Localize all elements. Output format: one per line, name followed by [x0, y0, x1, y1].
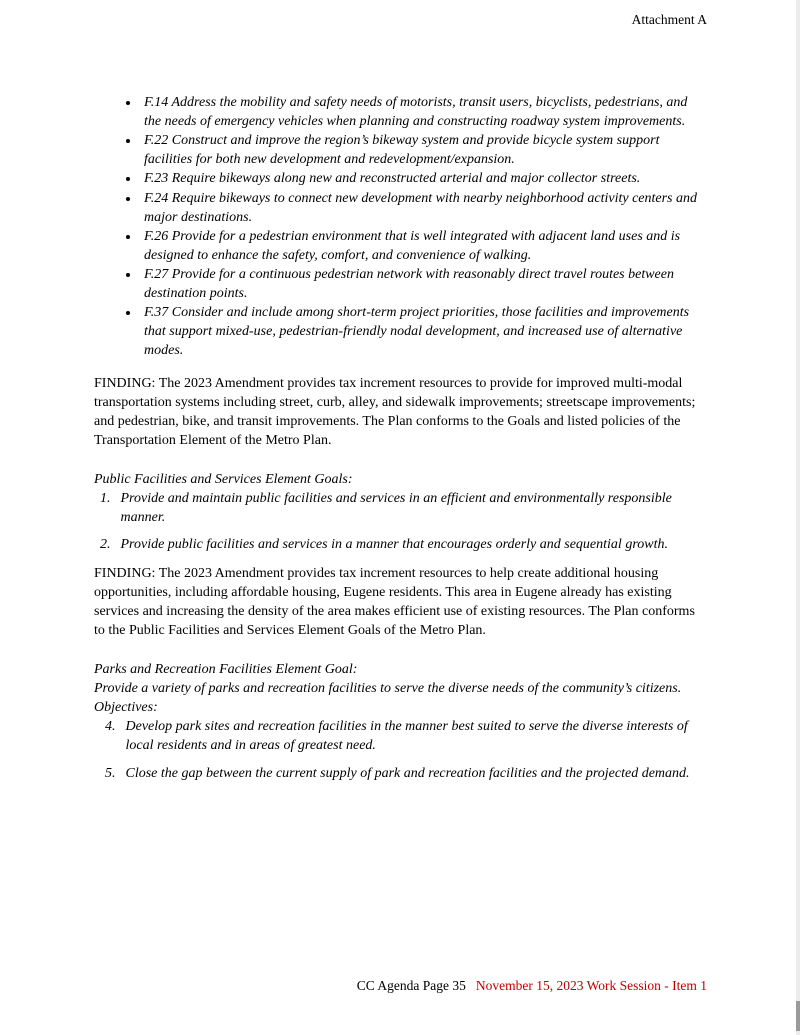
page-number-label: CC Agenda Page 35: [356, 978, 466, 993]
objective-number: 4.: [105, 719, 116, 735]
policy-item-f24: • F.24 Require bikeways to connect new development with nearby neighborhood activity centers and major destinations.: [140, 189, 707, 227]
objective-item-5: [105, 764, 707, 783]
parks-heading: Parks and Recreation Facilities Element Goal:: [94, 662, 358, 678]
document-content: [0, 93, 800, 783]
policy-item-f37: • F.37 Consider and include among short-term project priorities, those facilities and improvements that support mixed-use, pedestrian-friendly nodal development, and increased use of alternative modes.: [140, 303, 707, 360]
goal-text: Provide public facilities and services in a manner that encourages orderly and sequential growth.: [120, 537, 668, 553]
objective-number: 5.: [105, 766, 116, 782]
parks-goal-text: Provide a variety of parks and recreation facilities to serve the diverse needs of the community’s citizens.: [94, 681, 682, 697]
goal-text: Provide and maintain public facilities and services in an efficient and environmentally responsible manner.: [120, 490, 672, 525]
scrollbar-thumb[interactable]: [796, 1001, 800, 1031]
public-facilities-section: [94, 470, 707, 554]
goal-item-1: [100, 489, 707, 527]
finding-transportation: FINDING: The 2023 Amendment provides tax increment resources to provide for improved multi-modal transportation systems including street, curb, alley, and sidewalk improvements; streetscape improvements; and pedestrian, bike, and transit improvements. The Plan conforms to the Goals and listed policies of the Transportation Element of the Metro Plan.: [94, 375, 696, 448]
policy-item-f14: • F.14 Address the mobility and safety needs of motorists, transit users, bicyclists, pedestrians, and the needs of emergency vehicles when planning and constructing roadway system improvements.: [140, 93, 707, 131]
policy-item-f23: • F.23 Require bikeways along new and reconstructed arterial and major collector streets.: [140, 169, 707, 188]
objective-item-4: [105, 717, 707, 755]
document-header: [0, 0, 800, 29]
parks-section: [94, 660, 707, 783]
objective-text: Develop park sites and recreation facilities in the manner best suited to serve the diverse interests of local residents and in areas of greatest need.: [125, 719, 688, 754]
parks-objectives-label: Objectives:: [94, 700, 158, 716]
goal-number: 2.: [100, 537, 111, 553]
transportation-policy-list: [94, 93, 707, 359]
policy-item-f26: • F.26 Provide for a pedestrian environment that is well integrated with adjacent land uses and is designed to enhance the safety, comfort, and convenience of walking.: [140, 227, 707, 265]
public-facilities-heading: Public Facilities and Services Element Goals:: [94, 471, 353, 487]
session-label: November 15, 2023 Work Session - Item 1: [475, 978, 707, 993]
finding-public-facilities: FINDING: The 2023 Amendment provides tax increment resources to help create additional housing opportunities, including affordable housing, Eugene residents. This area in Eugene already has existing services and increasing the density of the area makes efficient use of existing resources. The Plan conforms to the Public Facilities and Services Element Goals of the Metro Plan.: [94, 566, 695, 639]
objective-text: Close the gap between the current supply of park and recreation facilities and the projected demand.: [125, 766, 690, 782]
document-footer: [357, 977, 707, 995]
goal-item-2: [100, 535, 707, 554]
policy-item-f22: • F.22 Construct and improve the region’s bikeway system and provide bicycle system support facilities for both new development and redevelopment/expansion.: [140, 131, 707, 169]
goal-number: 1.: [100, 490, 111, 506]
policy-item-f27: • F.27 Provide for a continuous pedestrian network with reasonably direct travel routes between destination points.: [140, 265, 707, 303]
attachment-label: Attachment A: [631, 12, 707, 27]
scrollbar[interactable]: [796, 0, 800, 1035]
